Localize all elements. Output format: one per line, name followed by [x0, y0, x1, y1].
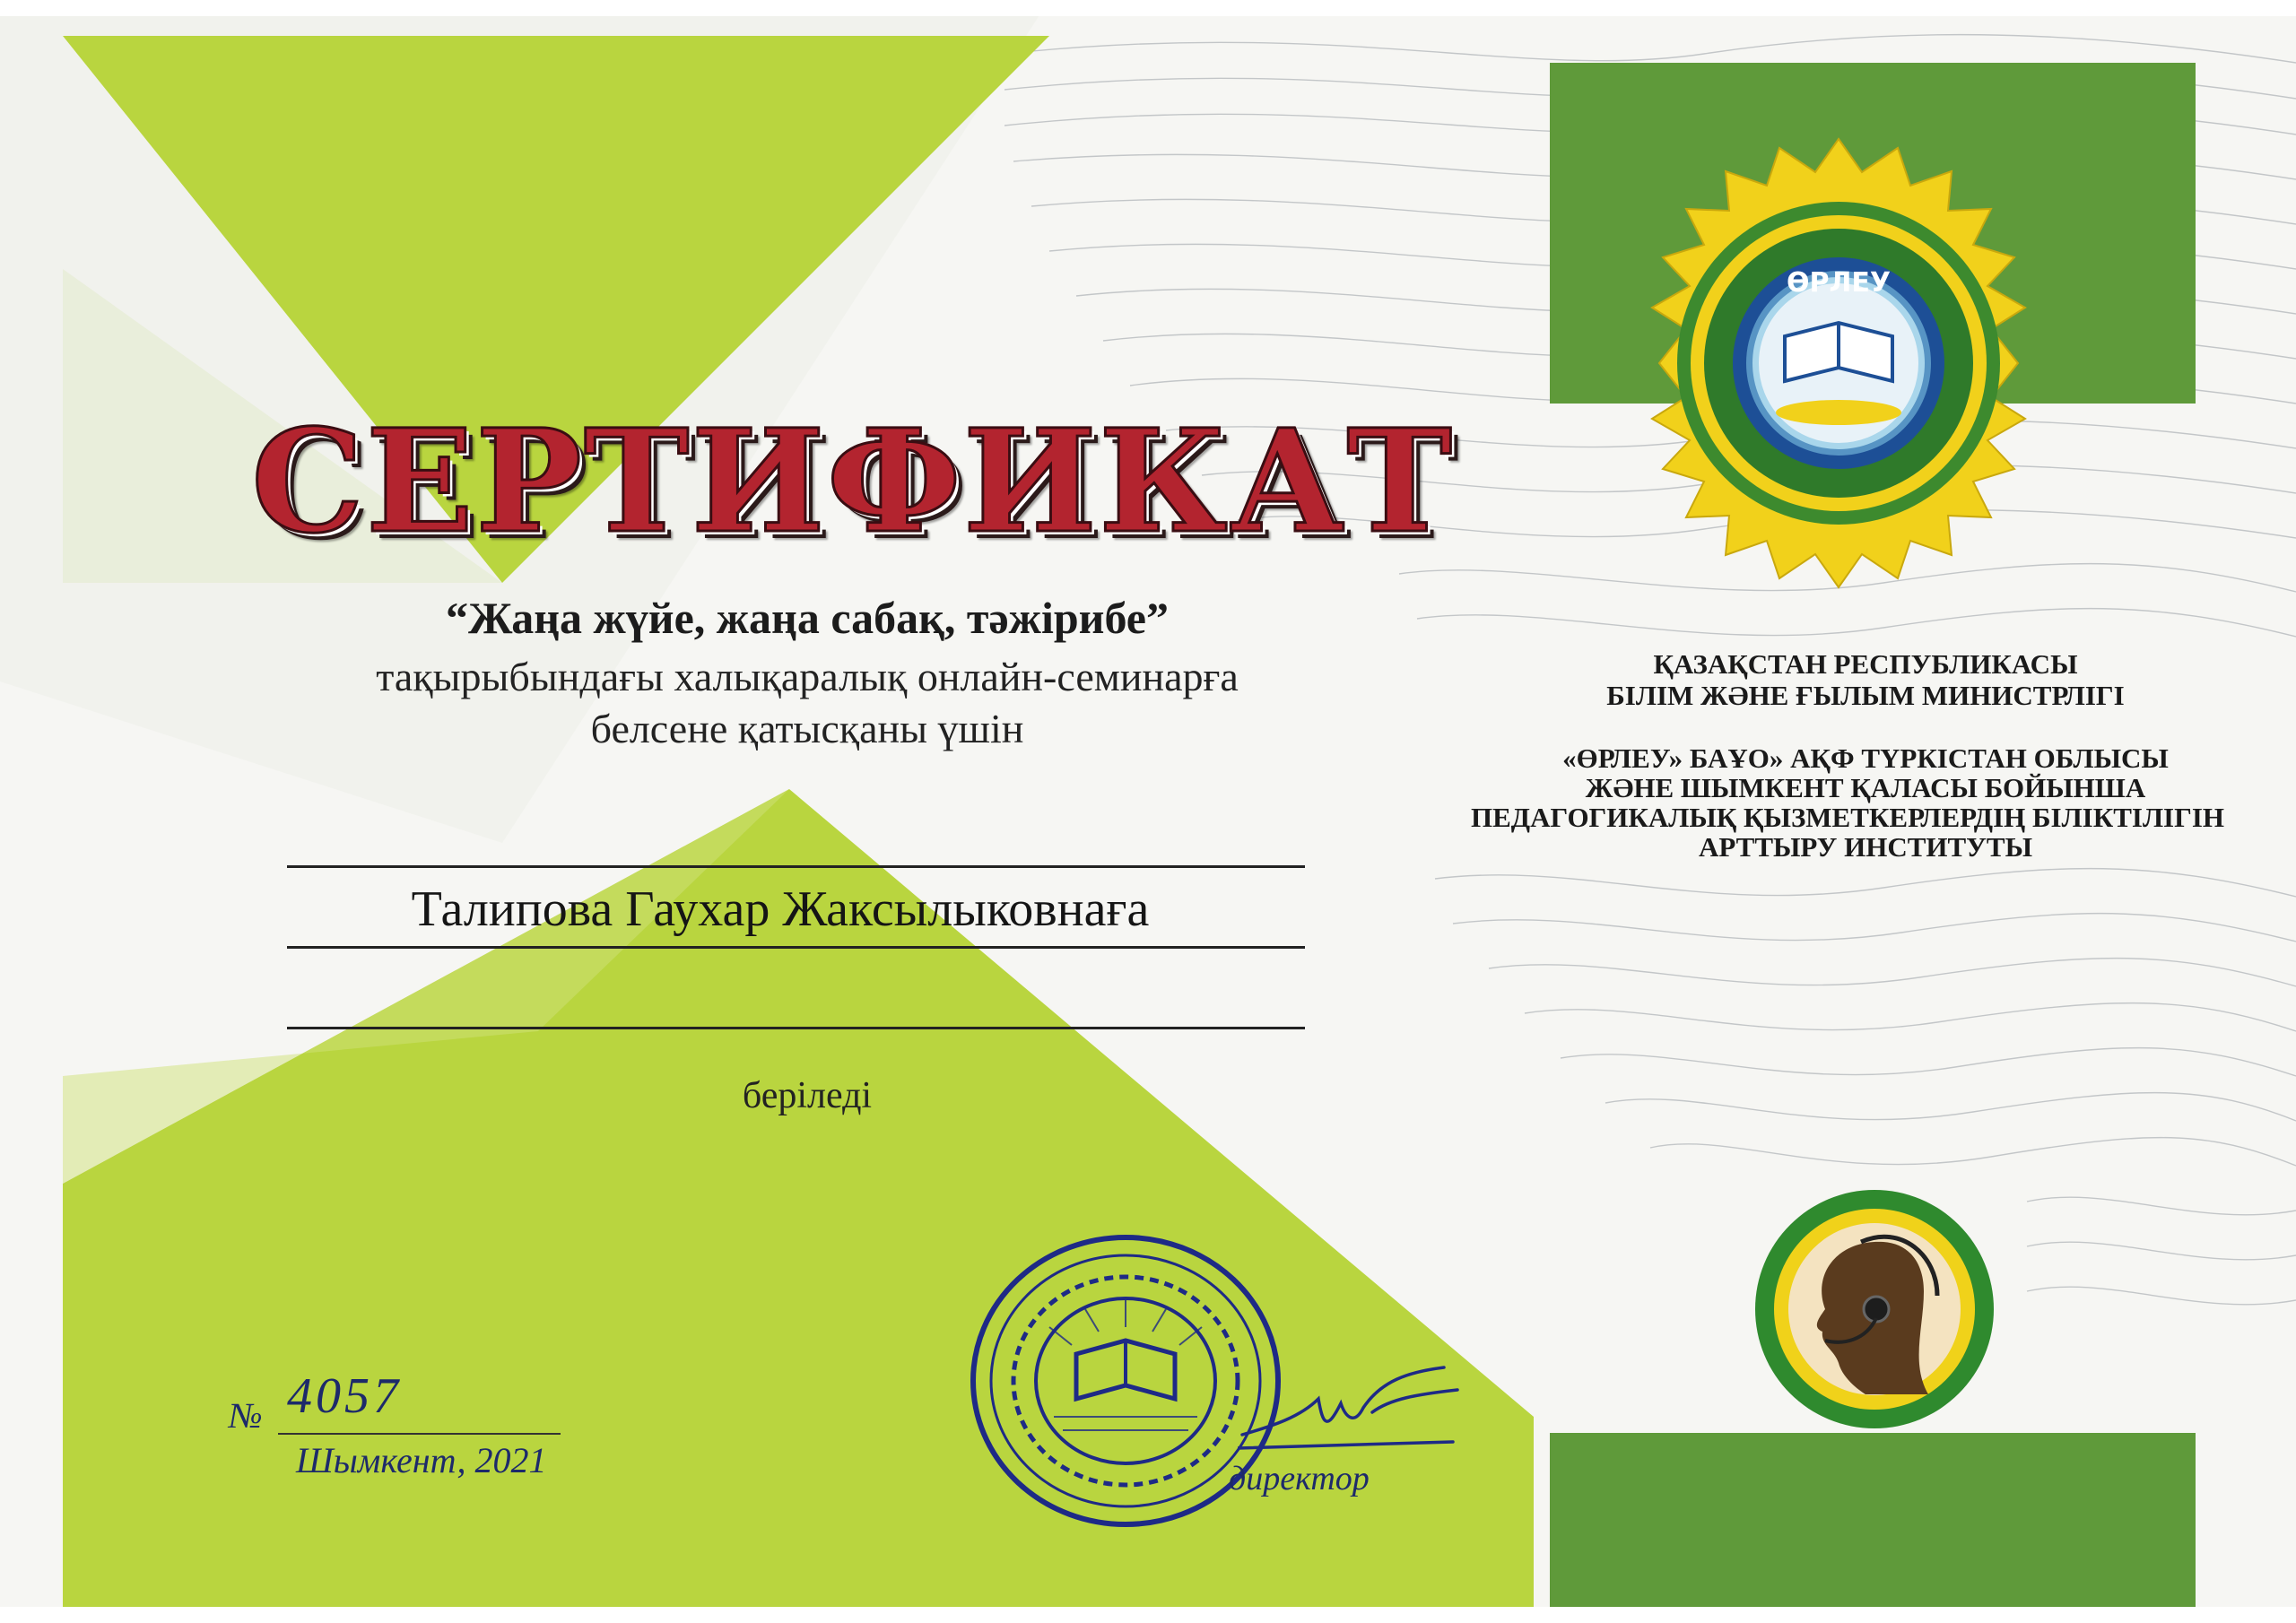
orleu-emblem-logo: [1605, 130, 2072, 596]
seminar-topic: “Жаңа жүйе, жаңа сабақ, тәжірибе”: [446, 593, 1169, 643]
director-label: директор: [1229, 1460, 1370, 1497]
blank-line-3: [287, 1027, 1305, 1029]
ministry-line-2: БІЛІМ ЖӘНЕ ҒЫЛЫМ МИНИСТРЛІГІ: [1606, 680, 2125, 711]
headset-person-logo: [1753, 1188, 1996, 1430]
director-signature: [1238, 1363, 1462, 1462]
blank-line-1: [287, 865, 1305, 868]
institute-line-2: ЖӘНЕ ШЫМКЕНТ ҚАЛАСЫ БОЙЫНША: [1585, 772, 2146, 803]
recipient-name: Талипова Гаухар Жаксылыковнаға: [411, 881, 1150, 937]
emblem-name: ӨРЛЕУ: [1786, 267, 1892, 299]
certificate-number: 4057: [287, 1368, 402, 1424]
description-line-1: тақырыбындағы халықаралық онлайн-семинарға: [376, 654, 1239, 699]
number-label: №: [229, 1395, 263, 1436]
institute-line-4: АРТТЫРУ ИНСТИТУТЫ: [1698, 831, 2033, 863]
given-text: беріледі: [742, 1075, 873, 1116]
certificate-title: СЕРТИФИКАТ: [251, 399, 1455, 565]
city-year: Шымкент, 2021: [296, 1440, 547, 1480]
institute-line-3: ПЕДАГОГИКАЛЫҚ ҚЫЗМЕТКЕРЛЕРДІҢ БІЛІКТІЛІГІН: [1470, 802, 2225, 833]
description-line-2: белсене қатысқаны үшін: [590, 706, 1024, 751]
institute-line-1: «ӨРЛЕУ» БАҰО» АҚФ ТҮРКІСТАН ОБЛЫСЫ: [1562, 742, 2169, 774]
blank-line-2: [287, 946, 1305, 949]
ministry-line-1: ҚАЗАҚСТАН РЕСПУБЛИКАСЫ: [1653, 648, 2078, 680]
number-underline: [278, 1433, 561, 1435]
